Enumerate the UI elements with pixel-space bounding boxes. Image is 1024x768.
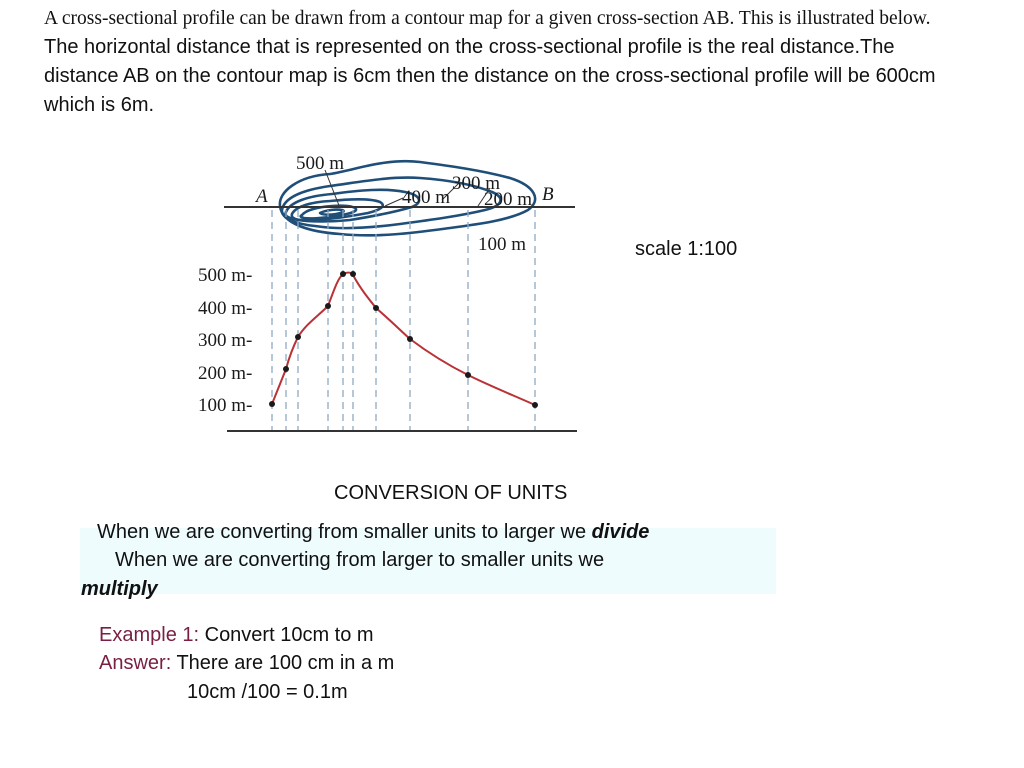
profile-points [269, 271, 538, 408]
cross-section-figure [180, 140, 600, 440]
label-b: B [542, 184, 554, 205]
profile-curve [272, 273, 535, 405]
label-200m: 200 m [484, 189, 533, 210]
intro-sans-text: The horizontal distance that is represented on the cross-sectional profile is the real distance.The distance AB on the contour map is 6cm then the distance on the cross-sectional profile will be 600cm which is 6m. [44, 36, 936, 116]
cross-section-diagram [180, 140, 600, 440]
scale-label: scale 1:100 [635, 238, 738, 260]
label-100m: 100 m [478, 234, 527, 255]
conversion-line1-text: When we are converting from smaller units to larger we [97, 521, 592, 543]
answer-text: There are 100 cm in a m [171, 652, 395, 674]
label-a: A [256, 186, 268, 207]
conversion-line-divide [97, 521, 649, 544]
intro-paragraph [44, 4, 944, 120]
label-500m: 500 m [296, 153, 345, 174]
label-400m: 400 m [402, 187, 451, 208]
conversion-line-multiply: When we are converting from larger to smaller units we [115, 549, 605, 571]
example-answer [99, 652, 394, 675]
example-label: Example 1: [99, 624, 200, 646]
tick-300m: 300 m- [198, 330, 253, 351]
tick-100m: 100 m- [198, 395, 253, 416]
conversion-line-multiply-end [81, 578, 158, 601]
example-question-text: Convert 10cm to m [199, 624, 374, 646]
tick-400m: 400 m- [198, 298, 253, 319]
label-300m: 300 m [452, 173, 501, 194]
example-calculation: 10cm /100 = 0.1m [187, 681, 348, 703]
divide-word: divide [591, 521, 650, 543]
multiply-word: multiply [81, 578, 158, 600]
conversion-title: CONVERSION OF UNITS [334, 482, 568, 504]
tick-500m: 500 m- [198, 265, 253, 286]
answer-label: Answer: [99, 652, 172, 674]
tick-200m: 200 m- [198, 363, 253, 384]
example-question [99, 624, 374, 647]
intro-serif-text: A cross-sectional profile can be drawn from a contour map for a given cross-section AB. This is illustrated below. [44, 8, 931, 29]
